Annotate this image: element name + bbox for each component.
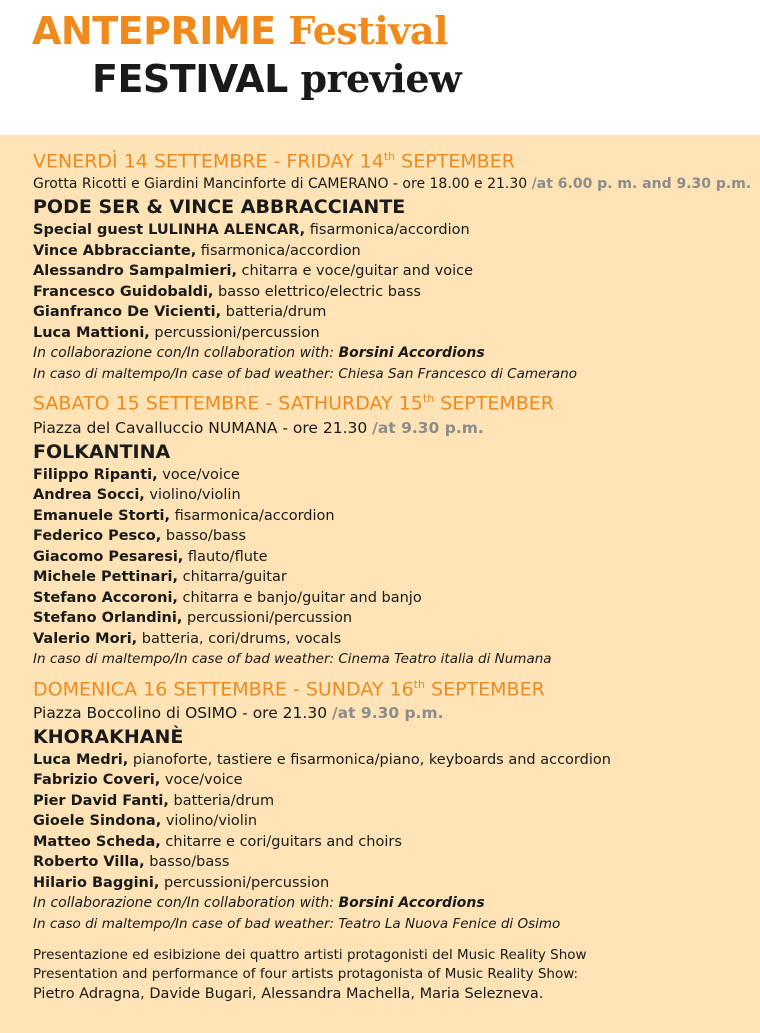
member-row: Emanuele Storti, fisarmonica/accordion <box>33 507 335 524</box>
event-band: FOLKANTINA <box>33 440 171 463</box>
member-row: Vince Abbracciante, fisarmonica/accordion <box>33 242 361 259</box>
member-row: Francesco Guidobaldi, basso elettrico/electric bass <box>33 283 421 300</box>
member-row: Andrea Socci, violino/violin <box>33 487 241 504</box>
event-saturday <box>33 386 753 669</box>
collaboration-note: In collaborazione con/In collaboration with: Borsini Accordions <box>33 895 485 912</box>
member-row: Matteo Scheda, chitarre e cori/guitars and choirs <box>33 833 402 850</box>
member-row: Valerio Mori, batteria, cori/drums, vocals <box>33 630 342 647</box>
member-row: Gianfranco De Vicienti, batteria/drum <box>33 304 327 321</box>
event-venue: Grotta Ricotti e Giardini Mancinforte di CAMERANO - ore 18.00 e 21.30 /at 6.00 p. m. and 9.30 p.m. <box>33 176 752 193</box>
footer-note <box>33 946 753 1004</box>
member-row: Alessandro Sampalmieri, chitarra e voce/guitar and voice <box>33 263 474 280</box>
event-friday <box>33 144 753 384</box>
member-row: Hilario Baggini, percussioni/percussion <box>33 874 330 891</box>
title-line-2 <box>92 56 461 101</box>
member-row: Roberto Villa, basso/bass <box>33 854 230 871</box>
title-festival-caps: FESTIVAL <box>92 57 288 101</box>
member-row: Giacomo Pesaresi, flauto/flute <box>33 548 268 565</box>
member-row: Michele Pettinari, chitarra/guitar <box>33 569 287 586</box>
member-row: Stefano Accoroni, chitarra e banjo/guitar and banjo <box>33 589 422 606</box>
event-venue: Piazza Boccolino di OSIMO - ore 21.30 /at 9.30 p.m. <box>33 703 444 722</box>
member-row: Fabrizio Coveri, voce/voice <box>33 772 243 789</box>
member-row: Stefano Orlandini, percussioni/percussion <box>33 610 353 627</box>
bad-weather-note: In caso di maltempo/In case of bad weather: Teatro La Nuova Fenice di Osimo <box>33 915 561 932</box>
bad-weather-note: In caso di maltempo/In case of bad weather: Cinema Teatro italia di Numana <box>33 651 552 668</box>
member-row: Filippo Ripanti, voce/voice <box>33 466 240 483</box>
page-header <box>0 0 760 135</box>
member-row: Luca Mattioni, percussioni/percussion <box>33 324 320 341</box>
event-day: VENERDÌ 14 SETTEMBRE - FRIDAY 14th SEPTEMBER <box>33 150 515 173</box>
member-row: Gioele Sindona, violino/violin <box>33 813 258 830</box>
bad-weather-note: In caso di maltempo/In case of bad weather: Chiesa San Francesco di Camerano <box>33 365 577 382</box>
member-row: Federico Pesco, basso/bass <box>33 528 247 545</box>
title-line-1 <box>32 8 448 53</box>
title-anteprime: ANTEPRIME <box>32 9 276 53</box>
member-row: Pier David Fanti, batteria/drum <box>33 792 275 809</box>
event-venue: Piazza del Cavalluccio NUMANA - ore 21.30 /at 9.30 p.m. <box>33 418 484 437</box>
event-day: DOMENICA 16 SETTEMBRE - SUNDAY 16th SEPTEMBER <box>33 677 545 700</box>
title-preview: preview <box>300 56 462 101</box>
event-band: PODE SER & VINCE ABBRACCIANTE <box>33 196 406 219</box>
member-row: Luca Medri, pianoforte, tastiere e fisarmonica/piano, keyboards and accordion <box>33 751 611 768</box>
event-day: SABATO 15 SETTEMBRE - SATHURDAY 15th SEPTEMBER <box>33 392 554 415</box>
program-content <box>33 142 753 1004</box>
event-band: KHORAKHANÈ <box>33 725 184 748</box>
event-sunday <box>33 672 753 935</box>
collaboration-note: In collaborazione con/In collaboration with: Borsini Accordions <box>33 345 485 362</box>
member-row: Special guest LULINHA ALENCAR, fisarmonica/accordion <box>33 222 470 239</box>
footer-artist-names: Pietro Adragna, Davide Bugari, Alessandra Machella, Maria Selezneva. <box>33 986 544 1003</box>
footer-line-it: Presentazione ed esibizione dei quattro artisti protagonisti del Music Reality Show <box>33 947 587 964</box>
footer-line-en: Presentation and performance of four artists protagonista of Music Reality Show: <box>33 966 579 983</box>
title-festival: Festival <box>288 8 448 53</box>
